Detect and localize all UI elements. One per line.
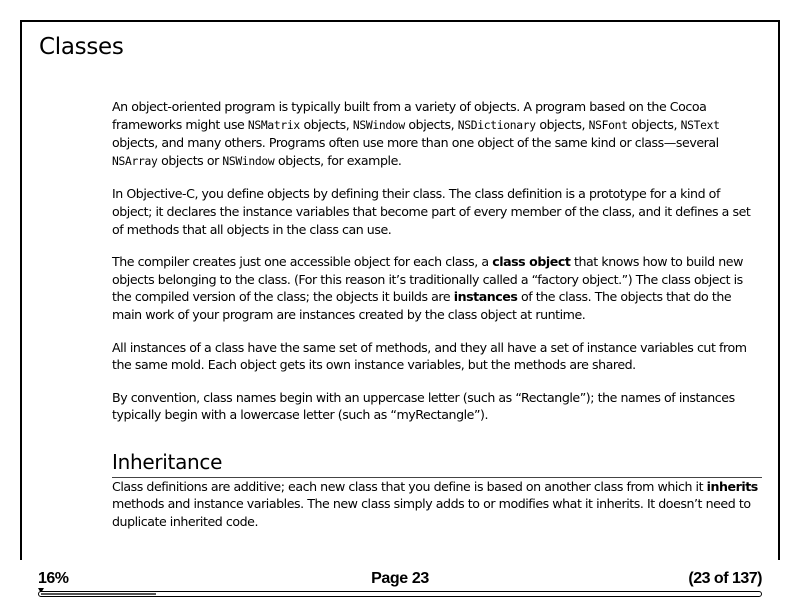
text: of the class. The objects that do the main work of your program are instances created by the class object at runtime. [112,289,732,322]
text: The compiler creates just one accessible object for each class, a [112,254,493,270]
paragraph-inheritance [112,478,762,531]
progress-percent-label: 16% [38,570,69,587]
text: objects, [404,116,458,132]
text: objects, [299,116,353,132]
paragraph-class-object [112,253,762,323]
paragraph-define-class: In Objective-C, you define objects by defining their class. The class definition is a prototype for a kind of object; it declares the instance variables that become part of every member of the class, and it defines a set of methods that all objects in the class can use. [112,186,751,237]
text: objects or [157,152,223,168]
page-count-label: (23 of 137) [688,570,762,587]
code-nsmatrix: NSMatrix [247,118,300,132]
text: methods and instance variables. The new class simply adds to or modifies what it inherits. It doesn’t need to duplicate inherited code. [112,496,751,529]
paragraph-instances: All instances of a class have the same set of methods, and they all have a set of instance variables cut from the same mold. Each object gets its own instance variables, but the methods are shared. [112,339,747,373]
term-instances: instances [453,289,518,305]
paragraph-objects [112,98,762,170]
text: An object-oriented program is typically built from a variety of objects. A program based on the Cocoa frameworks might use [112,99,707,132]
code-nswindow: NSWindow [222,154,275,168]
text: objects, [535,116,589,132]
text: objects, for example. [274,152,402,168]
progress-bar-fill [41,593,156,595]
code-nstext: NSText [680,118,720,132]
progress-bar[interactable] [38,591,762,597]
text: Class definitions are additive; each new class that you define is based on another class from which it [112,478,707,494]
term-class-object: class object [492,254,571,270]
text: objects, [627,116,681,132]
chapter-title: Classes [39,34,124,60]
code-nsarray: NSArray [112,154,158,168]
code-nsfont: NSFont [588,118,628,132]
paragraph-naming-convention: By convention, class names begin with an uppercase letter (such as “Rectangle”); the names of instances typically begin with a lowercase letter (such as “myRectangle”). [112,389,735,423]
page-content [112,98,762,545]
reader-footer [38,568,762,588]
page-label: Page 23 [371,570,429,587]
code-nswindow: NSWindow [352,118,405,132]
text: objects, and many others. Programs often use more than one object of the same kind or class—several [112,135,719,151]
term-inherits: inherits [706,478,758,494]
text: that knows how to build new objects belonging to the class. (For this reason it’s traditionally called a “factory object.”) The class object is the compiled version of the class; the objects it builds are [112,254,743,305]
section-title-inheritance: Inheritance [112,454,762,478]
code-nsdictionary: NSDictionary [457,118,536,132]
